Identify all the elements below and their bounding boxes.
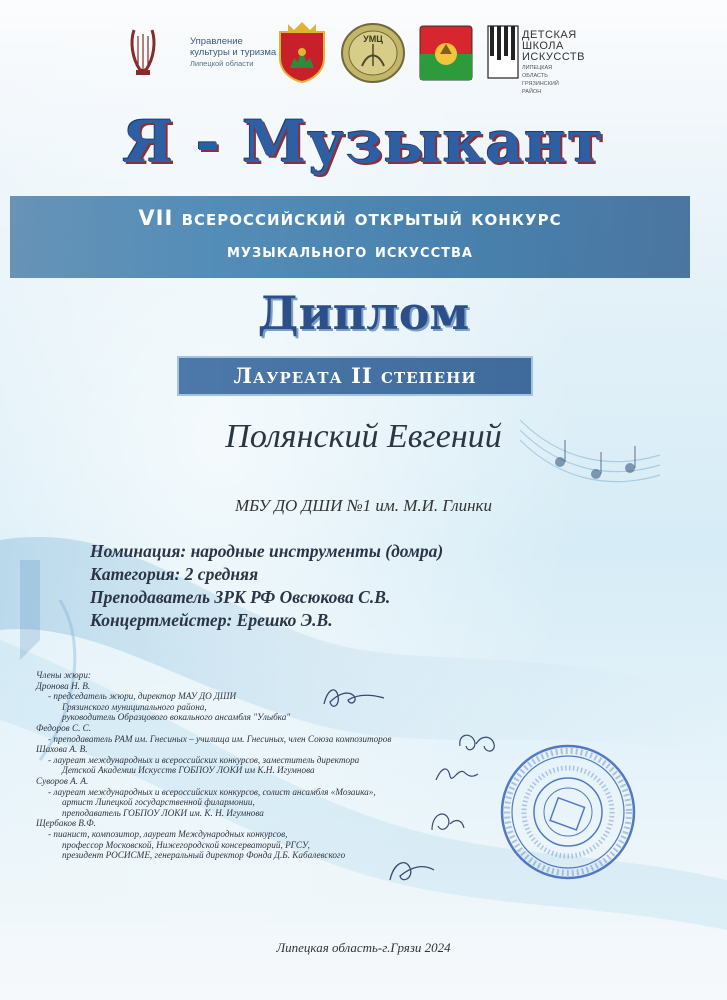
jury-heading: Члены жюри: — [36, 670, 91, 680]
mgmt-line1: Управление — [190, 36, 243, 47]
gryazi-coat-of-arms-icon — [418, 24, 474, 82]
school-line2: ШКОЛА — [522, 40, 564, 52]
signature-icon — [318, 682, 388, 716]
round-stamp-icon — [498, 742, 638, 882]
performance-details — [90, 540, 443, 632]
jury-line: Детской Академии Искусств ГОБПОУ ЛОКИ им К.Н. Игумнова — [62, 765, 315, 776]
contest-line2: музыкального искусства — [227, 240, 473, 262]
jury-line: Щербаков В.Ф. — [36, 818, 96, 829]
jury-line: - лауреат международных и всероссийских конкурсов, солист ансамбля «Мозаика», — [48, 786, 376, 797]
contest-title: Я - Музыкант — [122, 108, 605, 176]
category-line: Категория: 2 средняя — [90, 564, 259, 584]
teacher-line: Преподаватель ЗРК РФ Овсюкова С.В. — [90, 587, 391, 607]
jury-line: артист Липецкой государственной филармонии, — [62, 797, 255, 808]
school-line7: РАЙОН — [522, 89, 542, 95]
signature-icon — [432, 760, 482, 790]
piano-keys-icon — [486, 24, 520, 80]
jury-line: - лауреат международных и всероссийских конкурсов, заместитель директора — [48, 754, 360, 765]
contest-line1: VII всероссийский открытый конкурс — [138, 206, 562, 230]
winner-name: Полянский Евгений — [225, 418, 502, 455]
culture-department-caption — [190, 36, 276, 69]
jury-line: преподаватель ГОБПОУ ЛОКИ им. К. Н. Игумнова — [62, 807, 264, 818]
place-and-year: Липецкая область-г.Грязи 2024 — [276, 940, 451, 955]
winner-school: МБУ ДО ДШИ №1 им. М.И. Глинки — [235, 496, 492, 515]
jury-line: руководитель Образцового вокального ансамбля "Улыбка" — [62, 712, 291, 723]
contest-name-band — [10, 196, 690, 278]
jury-line: Грязинского муниципального района, — [62, 701, 207, 712]
signature-icon — [424, 804, 470, 840]
signature-icon — [452, 726, 502, 762]
diploma-heading: Диплом — [257, 286, 470, 340]
jury-line: - пианист, композитор, лауреат Международных конкурсов, — [48, 828, 288, 839]
lyre-icon — [126, 26, 160, 78]
school-line6: ГРЯЗИНСКИЙ — [522, 81, 559, 87]
lipetsk-coat-of-arms-icon — [276, 22, 328, 84]
mgmt-line3: Липецкой области — [190, 59, 254, 68]
school-line3: ИСКУССТВ — [522, 51, 585, 63]
jury-line: - преподаватель РАМ им. Гнесиных – училища им. Гнесиных, член Союза композиторов — [48, 733, 392, 744]
jury-line: президент РОСИСМЕ, генеральный директор Фонда Д.Б. Кабалевского — [62, 850, 346, 861]
umc-round-emblem-icon — [340, 22, 406, 84]
jury-line: - председатель жюри, директор МАУ ДО ДШИ — [48, 691, 237, 702]
jury-line: Шахова А. В. — [36, 744, 88, 755]
mgmt-line2: культуры и туризма — [190, 47, 277, 58]
umc-emblem-label: УМЦ — [363, 34, 383, 44]
laureate-degree-badge: Лауреата II степени — [177, 356, 533, 396]
signature-icon — [384, 850, 440, 890]
nomination-line: Номинация: народные инструменты (домра) — [90, 541, 444, 561]
school-line5: ОБЛАСТЬ — [522, 73, 548, 79]
school-line1: ДЕТСКАЯ — [522, 29, 577, 41]
school-line4: ЛИПЕЦКАЯ — [522, 65, 553, 71]
accompanist-line: Концертмейстер: Ерешко Э.В. — [90, 610, 333, 630]
art-school-caption — [522, 30, 585, 95]
partner-logos-row — [0, 18, 727, 95]
jury-line: Федоров С. С. — [36, 722, 92, 733]
jury-line: профессор Московской, Нижегородской консерваторий, РГСУ, — [62, 839, 310, 850]
jury-line: Суворов А. А. — [36, 775, 89, 786]
jury-line: Дронова Н. В. — [36, 680, 91, 691]
